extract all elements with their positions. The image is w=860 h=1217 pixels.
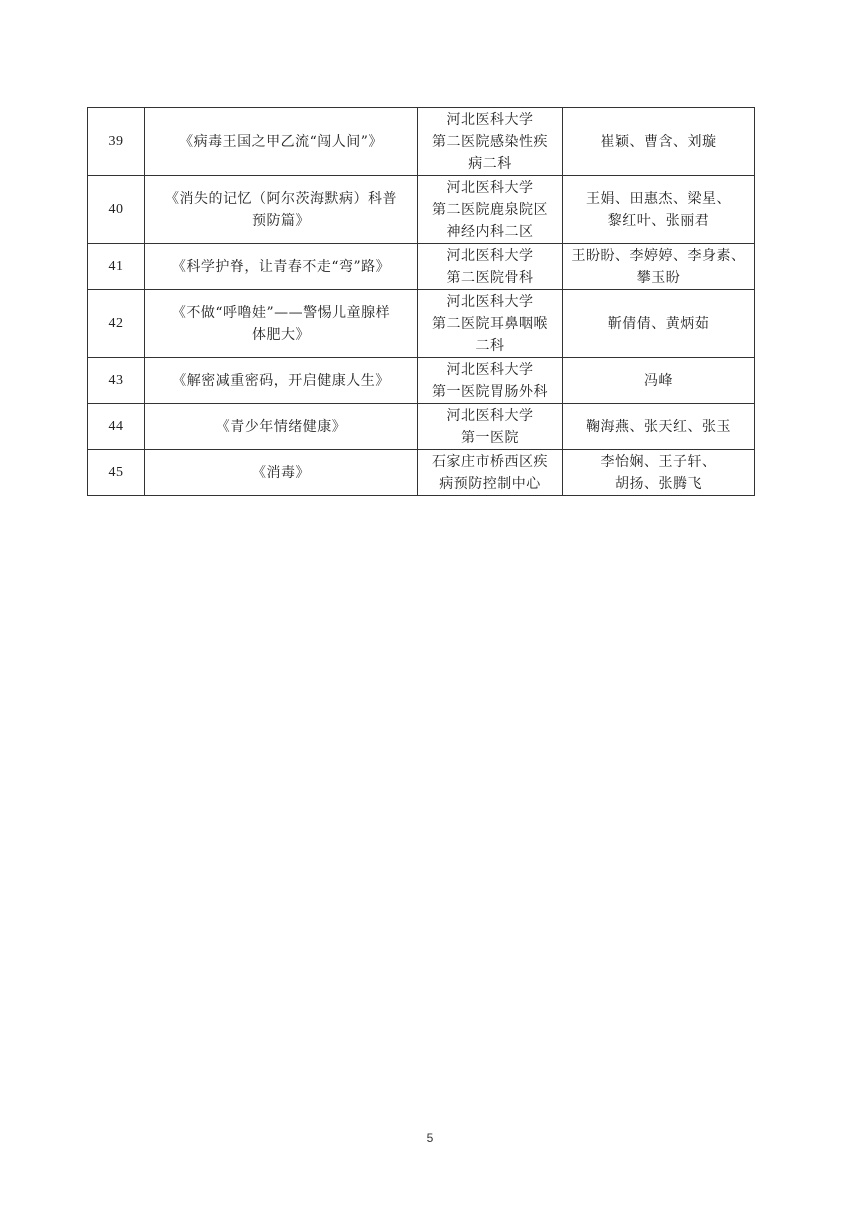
authors-line: 黎红叶、张丽君 xyxy=(607,212,710,229)
organization xyxy=(418,108,563,176)
work-title xyxy=(145,404,418,450)
page-number: 5 xyxy=(426,1131,434,1145)
work-title-line: 《不做“呼噜娃”——警惕儿童腺样 xyxy=(171,304,391,321)
row-number: 44 xyxy=(88,404,145,450)
organization-line: 河北医科大学 xyxy=(446,293,534,310)
organization-line: 河北医科大学 xyxy=(446,247,534,264)
work-title xyxy=(145,108,418,176)
authors-line: 王娟、田惠杰、梁星、 xyxy=(586,190,731,207)
authors xyxy=(563,290,755,358)
authors-line: 胡扬、张腾飞 xyxy=(615,475,702,492)
organization xyxy=(418,450,563,496)
row-number: 45 xyxy=(88,450,145,496)
work-title xyxy=(145,290,418,358)
organization-line: 第一医院胃肠外科 xyxy=(432,383,548,400)
organization-line: 第二医院感染性疾 xyxy=(432,133,548,150)
work-title-line: 预防篇》 xyxy=(252,212,310,229)
work-title xyxy=(145,244,418,290)
authors xyxy=(563,244,755,290)
organization-line: 第二医院骨科 xyxy=(446,269,534,286)
authors-line: 崔颖、曹含、刘璇 xyxy=(600,133,717,150)
organization-line: 第二医院耳鼻咽喉 xyxy=(432,315,548,332)
row-number: 42 xyxy=(88,290,145,358)
authors xyxy=(563,108,755,176)
work-title-line: 《病毒王国之甲乙流“闯人间”》 xyxy=(179,133,383,150)
authors xyxy=(563,358,755,404)
authors xyxy=(563,450,755,496)
organization-line: 石家庄市桥西区疾 xyxy=(432,453,548,470)
organization-line: 病预防控制中心 xyxy=(439,475,541,492)
row-number: 39 xyxy=(88,108,145,176)
table-row xyxy=(88,290,755,358)
authors-line: 攀玉盼 xyxy=(636,269,681,286)
table-row xyxy=(88,176,755,244)
work-title-line: 《消失的记忆（阿尔茨海默病）科普 xyxy=(165,190,397,207)
organization-line: 河北医科大学 xyxy=(446,111,534,128)
row-number: 41 xyxy=(88,244,145,290)
organization xyxy=(418,358,563,404)
work-title-line: 《科学护脊，让青春不走“弯”路》 xyxy=(171,258,391,275)
table-row xyxy=(88,450,755,496)
authors xyxy=(563,176,755,244)
organization xyxy=(418,244,563,290)
work-title xyxy=(145,450,418,496)
table-row xyxy=(88,404,755,450)
organization-line: 二科 xyxy=(475,337,505,354)
organization-line: 第一医院 xyxy=(461,429,519,446)
organization xyxy=(418,290,563,358)
authors-line: 王盼盼、李婷婷、李身素、 xyxy=(571,247,746,264)
authors-line: 靳倩倩、黄炳茹 xyxy=(607,315,710,332)
authors-line: 鞠海燕、张天红、张玉 xyxy=(586,418,731,435)
organization xyxy=(418,404,563,450)
organization-line: 病二科 xyxy=(468,155,512,172)
work-title-line: 《消毒》 xyxy=(252,464,310,481)
work-title xyxy=(145,176,418,244)
organization-line: 神经内科二区 xyxy=(446,223,534,240)
table-row xyxy=(88,358,755,404)
authors-line: 冯峰 xyxy=(644,372,673,389)
row-number: 43 xyxy=(88,358,145,404)
authors-line: 李怡娴、王子轩、 xyxy=(600,453,717,470)
row-number: 40 xyxy=(88,176,145,244)
work-title-line: 《青少年情绪健康》 xyxy=(215,418,347,435)
organization-line: 河北医科大学 xyxy=(446,361,534,378)
award-list-table xyxy=(87,107,755,496)
work-title-line: 《解密减重密码，开启健康人生》 xyxy=(172,372,390,389)
organization-line: 第二医院鹿泉院区 xyxy=(432,201,548,218)
table-row xyxy=(88,244,755,290)
authors xyxy=(563,404,755,450)
organization xyxy=(418,176,563,244)
table-row xyxy=(88,108,755,176)
work-title xyxy=(145,358,418,404)
organization-line: 河北医科大学 xyxy=(446,407,534,424)
work-title-line: 体肥大》 xyxy=(252,326,310,343)
organization-line: 河北医科大学 xyxy=(446,179,534,196)
